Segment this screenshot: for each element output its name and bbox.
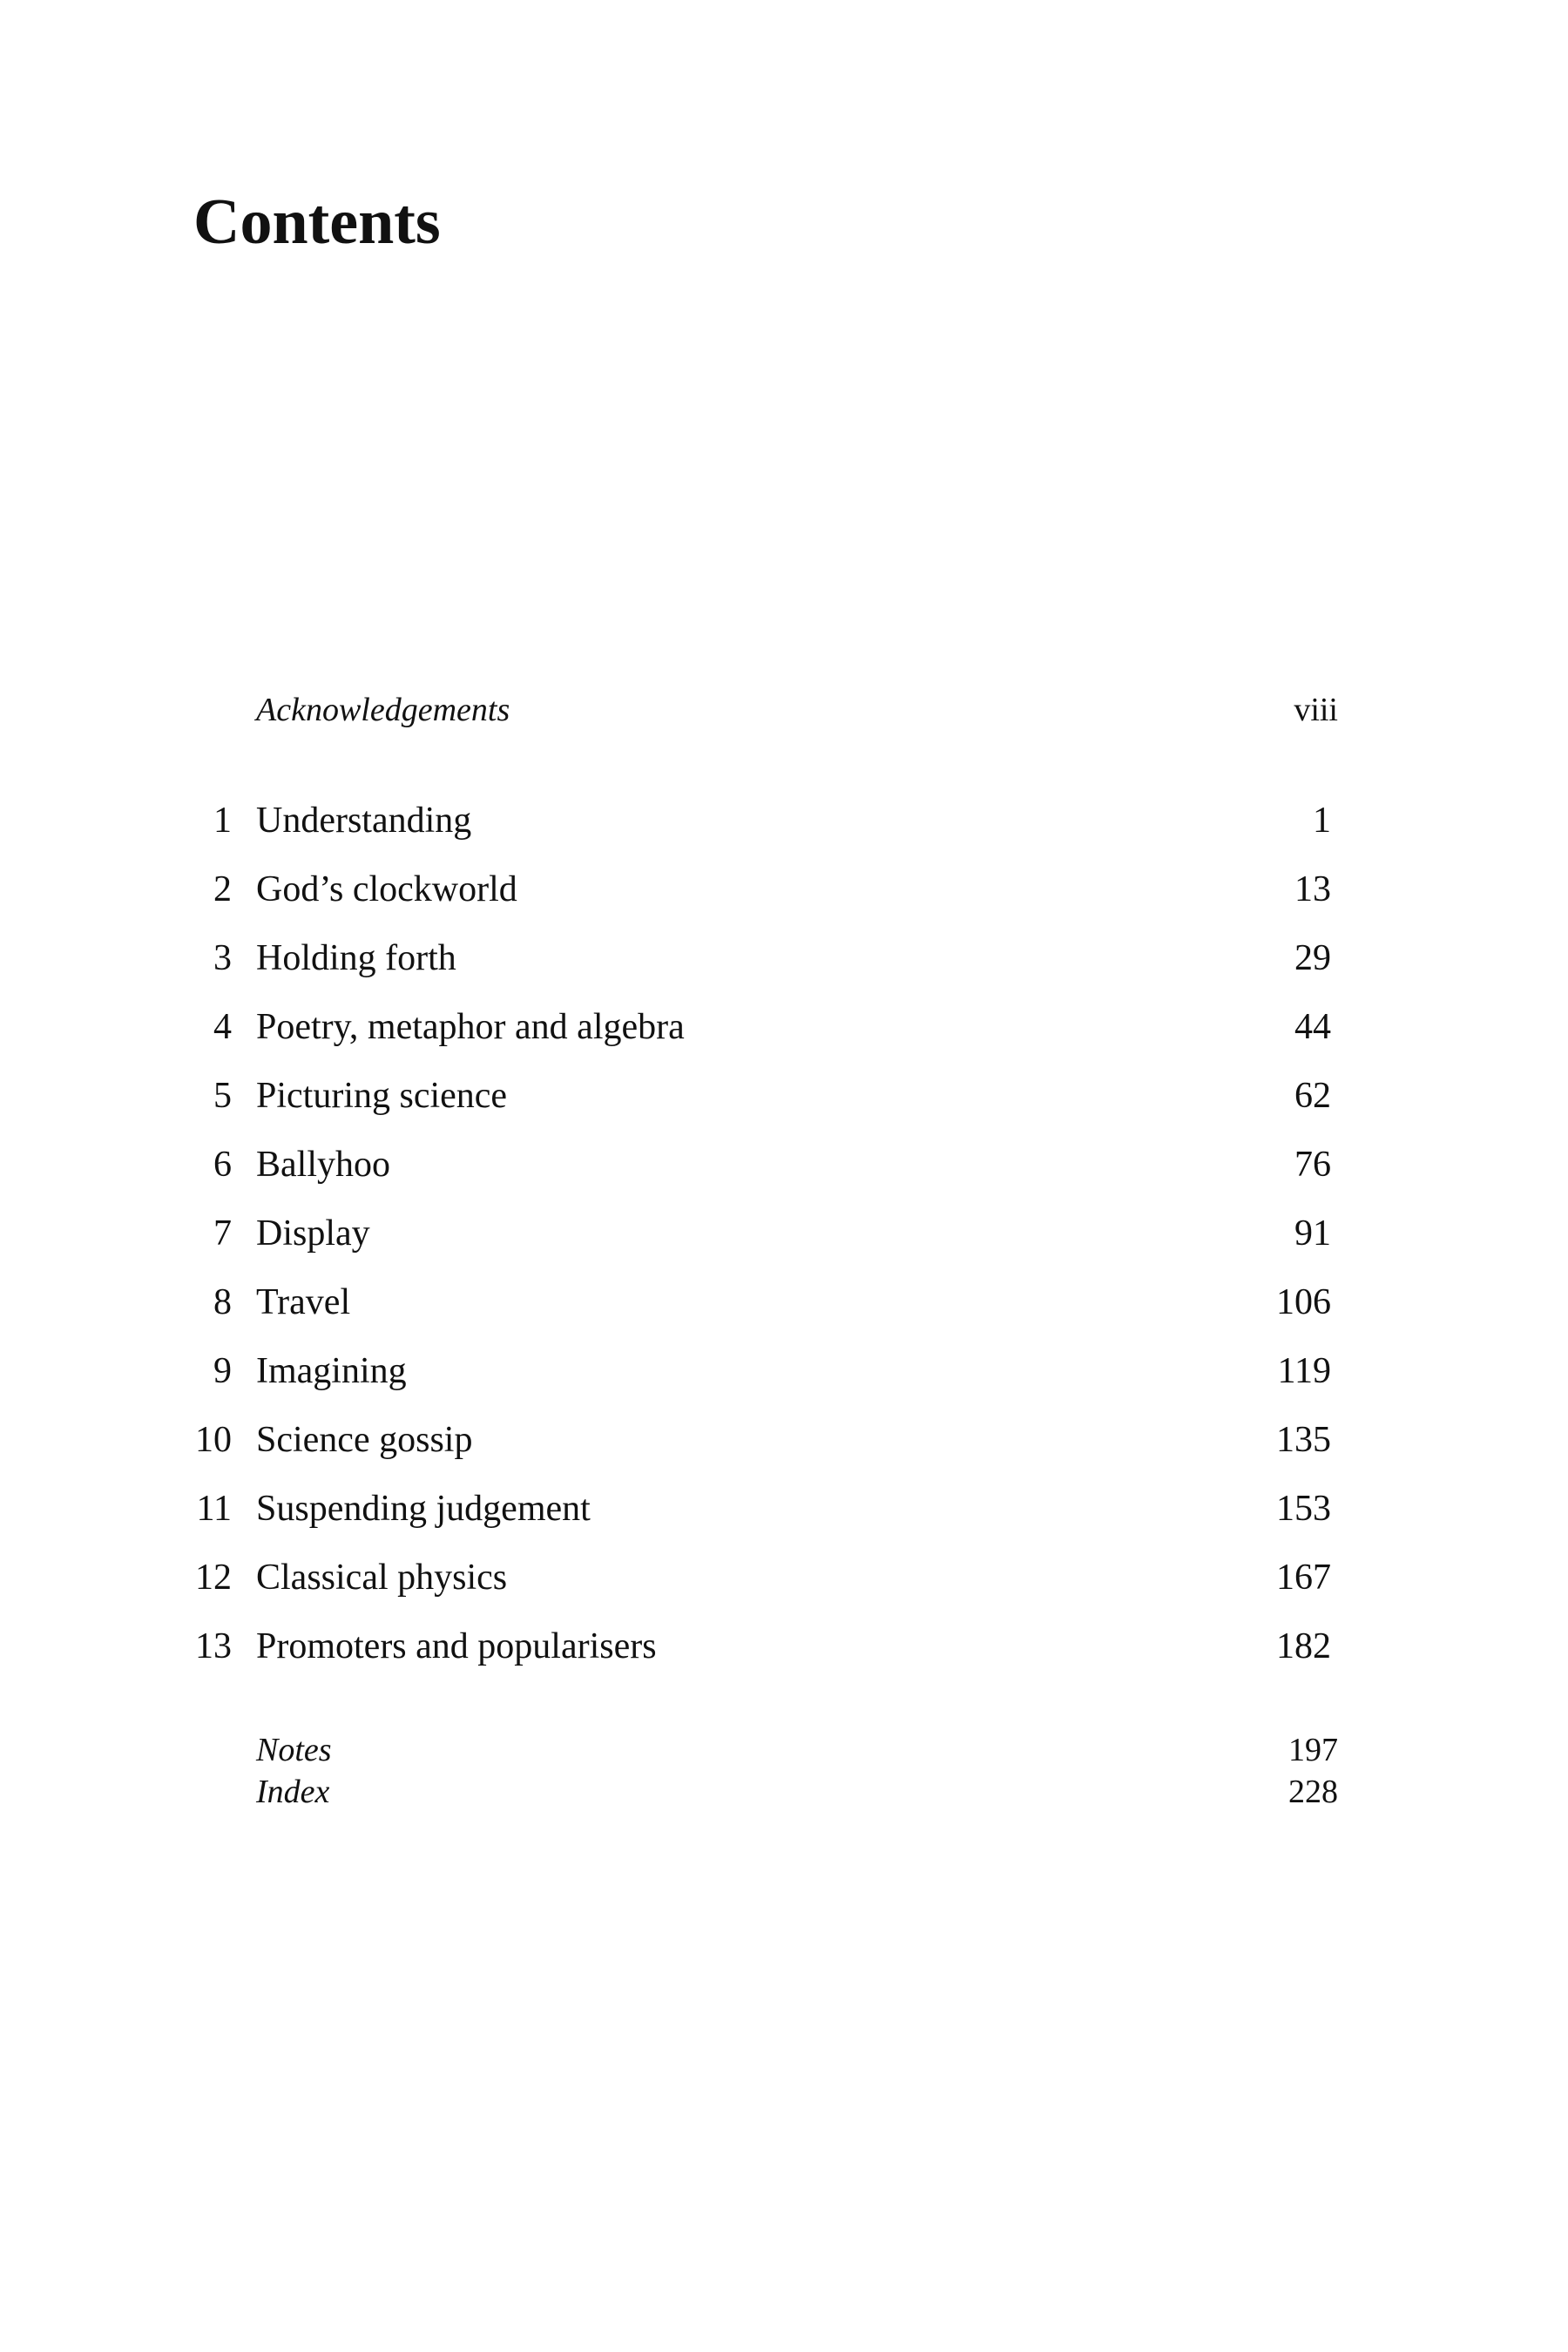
chapter-title: Understanding — [256, 801, 472, 841]
chapter-title: Science gossip — [256, 1420, 473, 1460]
toc-chapter-9 — [174, 1345, 1342, 1397]
chapter-title: Imagining — [256, 1351, 407, 1391]
toc-chapter-1 — [174, 794, 1342, 847]
chapter-number: 7 — [213, 1213, 232, 1254]
toc-chapter-7 — [174, 1207, 1342, 1260]
chapter-title: Travel — [256, 1282, 351, 1322]
chapter-page: 167 — [1276, 1558, 1331, 1598]
toc-entry-title: Acknowledgements — [256, 692, 510, 728]
toc-chapter-4 — [174, 1001, 1342, 1053]
page-title: Contents — [193, 186, 441, 258]
toc-entry-acknowledgements — [174, 684, 1342, 736]
chapter-number: 2 — [213, 869, 232, 909]
chapter-title: Ballyhoo — [256, 1145, 390, 1185]
chapter-number: 10 — [195, 1420, 232, 1460]
toc-entry-title: Notes — [256, 1732, 332, 1768]
chapter-page: 76 — [1294, 1145, 1331, 1185]
chapter-number: 6 — [213, 1145, 232, 1185]
chapter-number: 9 — [213, 1351, 232, 1391]
chapter-page: 135 — [1276, 1420, 1331, 1460]
chapter-page: 119 — [1277, 1351, 1331, 1391]
toc-chapter-11 — [174, 1483, 1342, 1535]
chapter-number: 11 — [196, 1489, 232, 1529]
chapter-title: Promoters and popularisers — [256, 1626, 657, 1666]
chapter-title: Classical physics — [256, 1558, 508, 1598]
chapter-page: 13 — [1294, 869, 1331, 909]
chapter-page: 44 — [1294, 1007, 1331, 1047]
toc-entry-title: Index — [256, 1774, 330, 1810]
chapter-number: 8 — [213, 1282, 232, 1322]
toc-chapter-5 — [174, 1070, 1342, 1122]
chapter-title: Suspending judgement — [256, 1489, 591, 1529]
toc-chapter-10 — [174, 1414, 1342, 1466]
toc-chapter-13 — [174, 1620, 1342, 1673]
chapter-page: 91 — [1294, 1213, 1331, 1254]
chapter-title: God’s clockworld — [256, 869, 517, 909]
chapter-number: 13 — [195, 1626, 232, 1666]
toc-entry-page: 197 — [1288, 1732, 1338, 1768]
toc-chapter-2 — [174, 863, 1342, 916]
toc-entry-index — [174, 1771, 1342, 1823]
toc-chapter-6 — [174, 1139, 1342, 1191]
chapter-page: 153 — [1276, 1489, 1331, 1529]
toc-chapter-12 — [174, 1551, 1342, 1604]
chapter-title: Holding forth — [256, 938, 456, 978]
chapter-page: 29 — [1294, 938, 1331, 978]
toc-entry-page: viii — [1294, 692, 1338, 728]
toc-chapter-3 — [174, 932, 1342, 984]
chapter-page: 106 — [1276, 1282, 1331, 1322]
chapter-number: 4 — [213, 1007, 232, 1047]
chapter-page: 62 — [1294, 1076, 1331, 1116]
chapter-page: 1 — [1313, 801, 1331, 841]
chapter-title: Poetry, metaphor and algebra — [256, 1007, 685, 1047]
chapter-number: 12 — [195, 1558, 232, 1598]
chapter-title: Picturing science — [256, 1076, 508, 1116]
toc-entry-page: 228 — [1288, 1774, 1338, 1810]
chapter-page: 182 — [1276, 1626, 1331, 1666]
chapter-number: 1 — [213, 801, 232, 841]
chapter-number: 5 — [213, 1076, 232, 1116]
chapter-number: 3 — [213, 938, 232, 978]
chapter-title: Display — [256, 1213, 370, 1254]
toc-chapter-8 — [174, 1276, 1342, 1328]
